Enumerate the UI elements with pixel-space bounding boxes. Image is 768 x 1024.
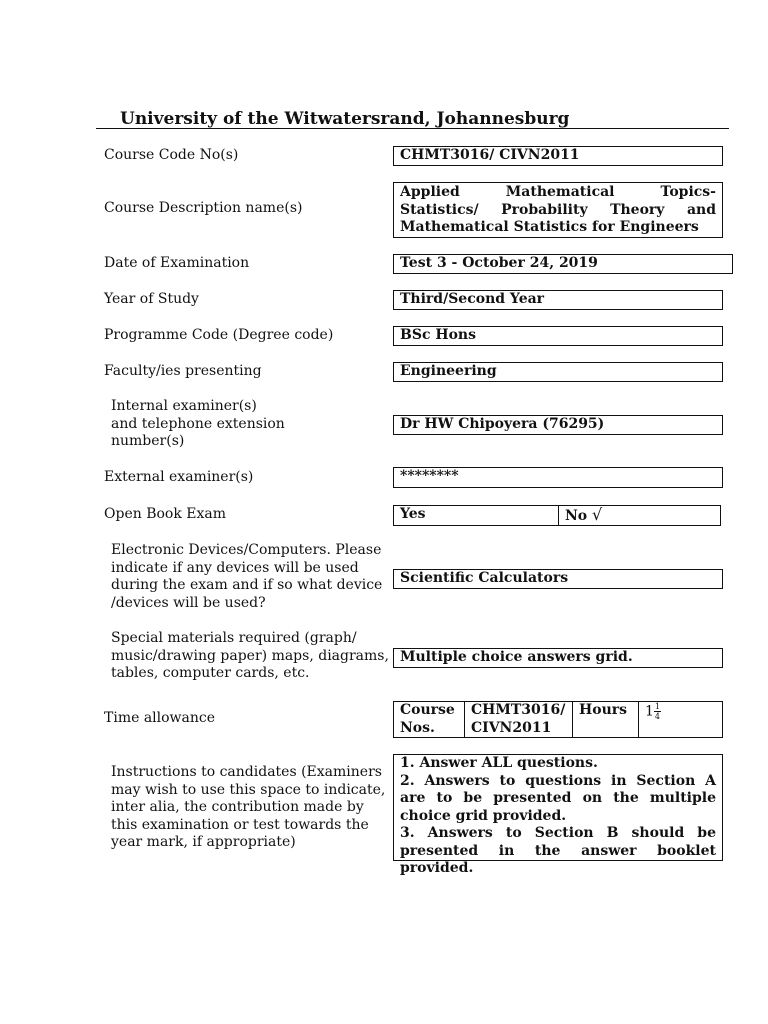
special-materials-label xyxy=(111,630,389,683)
electronic-devices-label-line: during the exam and if so what device xyxy=(111,577,383,593)
instructions-label-line: inter alia, the contribution made by xyxy=(111,799,364,815)
university-title: University of the Witwatersrand, Johannesburg xyxy=(120,109,570,129)
time-allowance-course-codes: CHMT3016/ CIVN2011 xyxy=(464,702,572,737)
electronic-devices-label-line: /devices will be used? xyxy=(111,594,266,611)
hours-whole: 1 xyxy=(645,703,654,720)
electronic-devices-label-line: Electronic Devices/Computers. Please xyxy=(111,542,382,558)
instructions-box xyxy=(393,754,723,876)
instruction-item: 2. Answers to questions in Section A are to be presented on the multiple choice grid provided. xyxy=(400,772,716,824)
instructions-label-line: may wish to use this space to indicate, xyxy=(111,781,386,798)
programme-code-label: Programme Code (Degree code) xyxy=(104,327,334,343)
hours-denominator: 4 xyxy=(654,712,661,721)
time-allowance-hours-value xyxy=(638,702,722,737)
special-materials-label-line: Special materials required (graph/ xyxy=(111,630,357,646)
external-examiner-label: External examiner(s) xyxy=(104,469,254,485)
internal-examiner-label-line: and telephone extension xyxy=(111,415,285,432)
internal-examiner-label xyxy=(111,398,285,451)
checkmark-icon: √ xyxy=(592,505,603,524)
special-materials-label-line: music/drawing paper) maps, diagrams, xyxy=(111,647,389,664)
external-examiner-value: ******** xyxy=(393,467,723,488)
faculty-label: Faculty/ies presenting xyxy=(104,363,262,379)
internal-examiner-label-line: Internal examiner(s) xyxy=(111,398,257,414)
hours-numerator: 1 xyxy=(654,702,661,711)
open-book-options xyxy=(393,505,721,526)
time-allowance-course-label: Course Nos. xyxy=(400,702,455,736)
course-description-value: Applied Mathematical Topics- Statistics/ Probability Theory and Mathematical Statistics for Engineers xyxy=(393,182,723,238)
instructions-label-line: this examination or test towards the xyxy=(111,816,369,833)
electronic-devices-label xyxy=(111,542,382,612)
hours-fraction xyxy=(654,702,661,721)
course-description-label: Course Description name(s) xyxy=(104,200,303,216)
time-allowance-hours-label: Hours xyxy=(572,702,638,737)
instructions-label xyxy=(111,764,385,852)
electronic-devices-value: Scientific Calculators xyxy=(393,569,723,589)
year-of-study-label: Year of Study xyxy=(104,291,199,307)
exam-date-value: Test 3 - October 24, 2019 xyxy=(393,254,733,274)
course-code-label: Course Code No(s) xyxy=(104,147,239,163)
programme-code-value: BSc Hons xyxy=(393,326,723,346)
instruction-item: 3. Answers to Section B should be presented in the answer booklet provided. xyxy=(400,825,716,876)
internal-examiner-label-line: number(s) xyxy=(111,433,185,449)
header-rule xyxy=(96,128,729,129)
open-book-label: Open Book Exam xyxy=(104,506,227,522)
year-of-study-value: Third/Second Year xyxy=(393,290,723,310)
instruction-item: 1. Answer ALL questions. xyxy=(400,755,598,771)
internal-examiner-value: Dr HW Chipoyera (76295) xyxy=(393,415,723,435)
open-book-no-cell xyxy=(558,506,720,525)
instructions-label-line: Instructions to candidates (Examiners xyxy=(111,764,382,780)
open-book-no-label: No xyxy=(565,508,588,524)
special-materials-label-line: tables, computer cards, etc. xyxy=(111,665,310,681)
time-allowance-label: Time allowance xyxy=(104,710,216,726)
instructions-label-line: year mark, if appropriate) xyxy=(111,834,296,850)
exam-date-label: Date of Examination xyxy=(104,255,250,271)
open-book-yes-cell: Yes xyxy=(400,506,426,522)
faculty-value: Engineering xyxy=(393,362,723,382)
electronic-devices-label-line: indicate if any devices will be used xyxy=(111,559,359,576)
course-code-value: CHMT3016/ CIVN2011 xyxy=(393,146,723,166)
special-materials-value: Multiple choice answers grid. xyxy=(393,648,723,668)
time-allowance-table xyxy=(393,701,723,738)
